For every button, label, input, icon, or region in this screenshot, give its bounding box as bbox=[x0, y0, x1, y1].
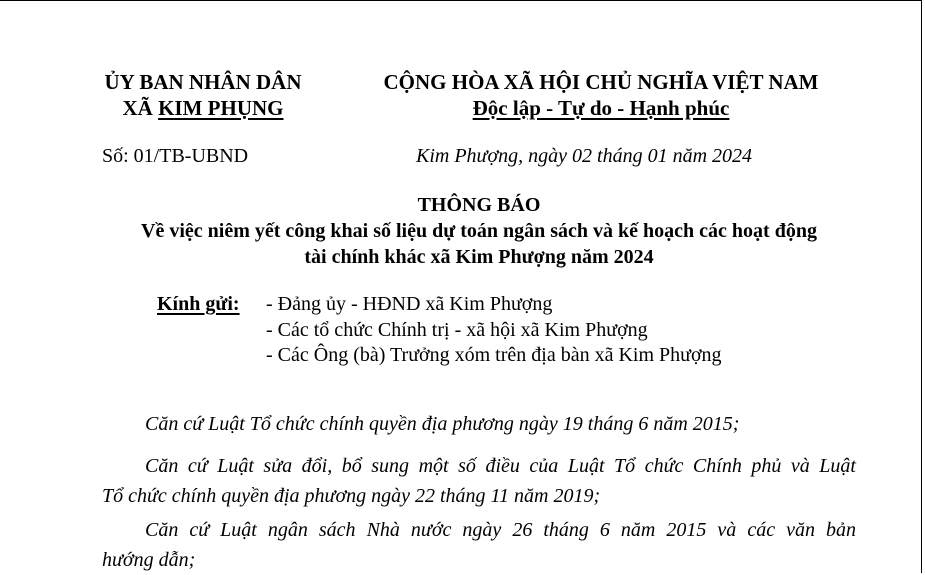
legal-basis-2 bbox=[102, 451, 856, 511]
issuer-prefix: XÃ bbox=[122, 96, 159, 120]
recipient-item: - Các Ông (bà) Trưởng xóm trên địa bàn xã Kim Phượng bbox=[266, 344, 722, 366]
legal-basis-3-line2: hướng dẫn; bbox=[102, 549, 196, 571]
recipient-item: - Các tổ chức Chính trị - xã hội xã Kim Phượng bbox=[266, 319, 648, 341]
issuer-line2 bbox=[100, 96, 306, 121]
legal-basis-3 bbox=[102, 515, 856, 575]
legal-basis-1: Căn cứ Luật Tổ chức chính quyền địa phương ngày 19 tháng 6 năm 2015; bbox=[145, 413, 740, 435]
legal-basis-2-line1: Căn cứ Luật sửa đổi, bổ sung một số điều của Luật Tổ chức Chính phủ và Luật bbox=[145, 455, 856, 477]
place-date: Kim Phượng, ngày 02 tháng 01 năm 2024 bbox=[416, 145, 753, 167]
recipient-item: - Đảng ủy - HĐND xã Kim Phượng bbox=[266, 293, 553, 315]
document-number: Số: 01/TB-UBND bbox=[102, 145, 249, 167]
legal-basis-3-line1: Căn cứ Luật ngân sách Nhà nước ngày 26 tháng 6 năm 2015 và các văn bản bbox=[145, 519, 856, 541]
issuer-line1: ỦY BAN NHÂN DÂN bbox=[104, 70, 302, 94]
national-title: CỘNG HÒA XÃ HỘI CHỦ NGHĨA VIỆT NAM bbox=[383, 70, 819, 94]
document-subject-line1: Về việc niêm yết công khai số liệu dự toán ngân sách và kế hoạch các hoạt động bbox=[141, 220, 817, 242]
document-title: THÔNG BÁO bbox=[417, 194, 541, 216]
national-motto bbox=[370, 96, 832, 121]
page-edge-top bbox=[0, 0, 921, 1]
document-subject-line2: tài chính khác xã Kim Phượng năm 2024 bbox=[304, 246, 654, 268]
page-edge-right bbox=[921, 0, 922, 573]
national-motto-text: Độc lập - Tự do - Hạnh phúc bbox=[472, 96, 730, 120]
recipients-label: Kính gửi: bbox=[157, 293, 240, 315]
legal-basis-2-line2: Tổ chức chính quyền địa phương ngày 22 tháng 11 năm 2019; bbox=[102, 485, 601, 507]
issuer-name: KIM PHỤNG bbox=[158, 96, 284, 120]
